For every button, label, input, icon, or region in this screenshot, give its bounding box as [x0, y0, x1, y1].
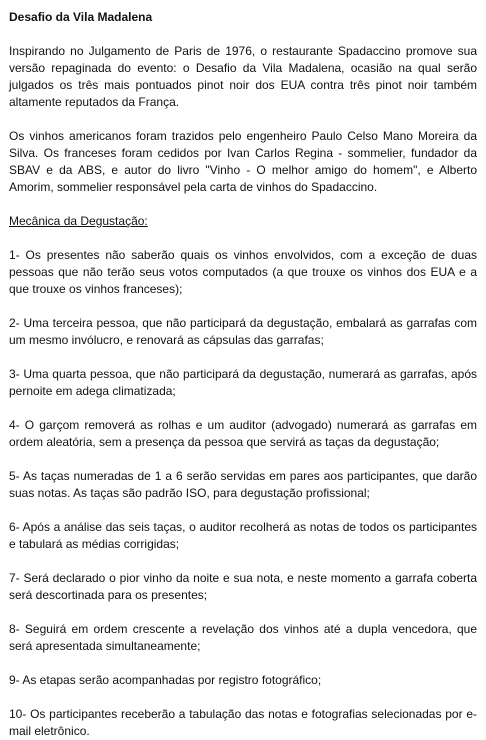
wines-origin-paragraph: Os vinhos americanos foram trazidos pelo engenheiro Paulo Celso Mano Moreira da Silva. Os franceses foram cedidos por Ivan Carlos Regina - sommelier, fundador da SBAV e da ABS, e autor do livro "Vinho - O melhor amigo do homem", e Alberto Amorim, sommelier responsável pela carta de vinhos do Spadaccino. — [9, 129, 477, 194]
step-item: 9- As etapas serão acompanhadas por registro fotográfico; — [9, 673, 322, 687]
step-item: 10- Os participantes receberão a tabulação das notas e fotografias selecionadas por e-mail eletrônico. — [9, 707, 477, 738]
step-item: 7- Será declarado o pior vinho da noite e sua nota, e neste momento a garrafa coberta será descortinada para os presentes; — [9, 571, 477, 602]
document-page — [9, 9, 477, 740]
section-title: Mecânica da Degustação: — [9, 214, 148, 228]
step-item: 5- As taças numeradas de 1 a 6 serão servidas em pares aos participantes, que darão suas notas. As taças são padrão ISO, para degustação profissional; — [9, 469, 477, 500]
step-item: 3- Uma quarta pessoa, que não participará da degustação, numerará as garrafas, após pernoite em adega climatizada; — [9, 367, 477, 398]
step-item: 6- Após a análise das seis taças, o auditor recolherá as notas de todos os participantes e tabulará as médias corrigidas; — [9, 520, 477, 551]
step-item: 1- Os presentes não saberão quais os vinhos envolvidos, com a exceção de duas pessoas que não terão seus votos computados (a que trouxe os vinhos dos EUA e a que trouxe os vinhos franceses); — [9, 248, 477, 296]
document-title: Desafio da Vila Madalena — [9, 10, 153, 24]
step-item: 8- Seguirá em ordem crescente a revelação dos vinhos até a dupla vencedora, que será apresentada simultaneamente; — [9, 622, 477, 653]
step-item: 2- Uma terceira pessoa, que não participará da degustação, embalará as garrafas com um mesmo invólucro, e renovará as cápsulas das garrafas; — [9, 316, 477, 347]
intro-paragraph: Inspirando no Julgamento de Paris de 1976, o restaurante Spadaccino promove sua versão repaginada do evento: o Desafio da Vila Madalena, ocasião na qual serão julgados os três mais pontuados pinot noir dos EUA contra três pinot noir também altamente reputados da França. — [9, 44, 477, 109]
step-item: 4- O garçom removerá as rolhas e um auditor (advogado) numerará as garrafas em ordem aleatória, sem a presença da pessoa que servirá as taças da degustação; — [9, 418, 477, 449]
steps-list — [9, 247, 477, 740]
